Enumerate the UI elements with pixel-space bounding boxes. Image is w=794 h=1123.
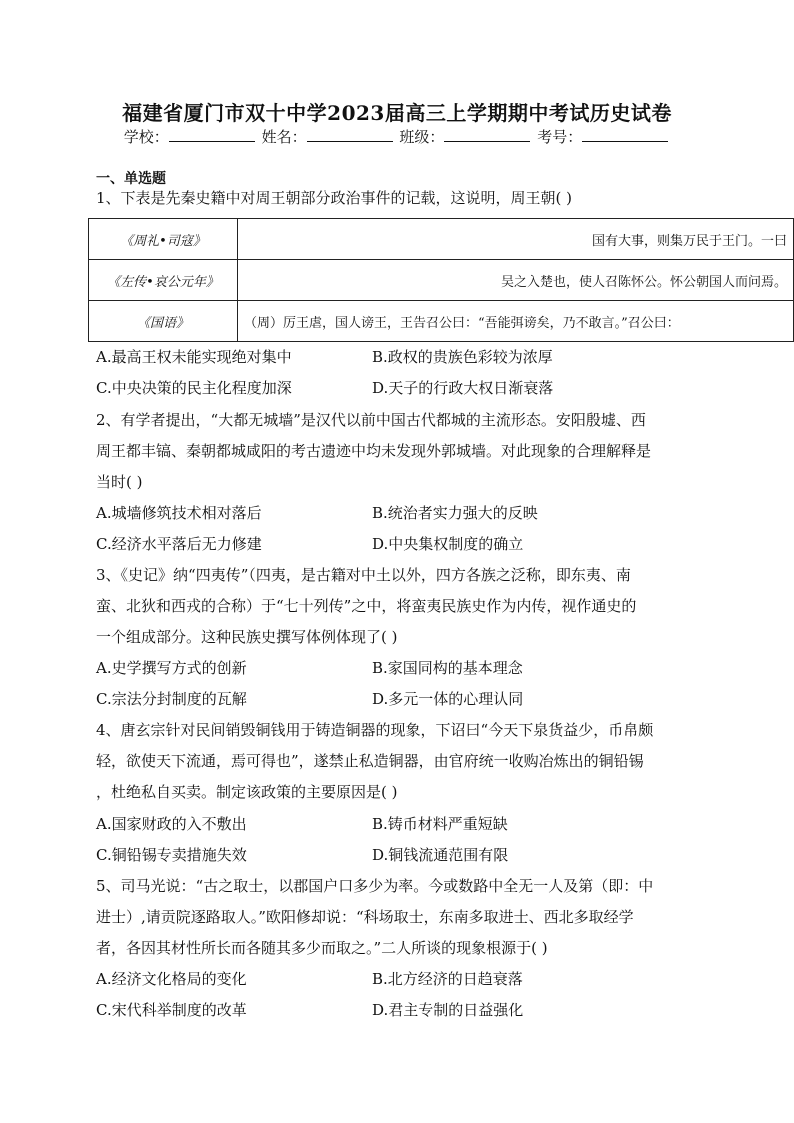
q4-option-d[interactable]: D.铜钱流通范围有限 [372,846,509,864]
class-label: 班级： [399,128,445,146]
id-label: 考号： [537,128,583,146]
q4-line-3: ，杜绝私自买卖。制定该政策的主要原因是( ) [96,783,398,801]
q3-line-1: 3、《史记》纳“四夷传”（四夷，是古籍对中土以外，四方各族之泛称，即东夷、南 [96,566,631,584]
q3-option-b[interactable]: B.家国同构的基本理念 [372,659,523,677]
student-info-line [0,126,794,147]
q2-line-3: 当时( ) [96,473,143,491]
q3-option-a[interactable]: A.史学撰写方式的创新 [96,659,247,677]
q4-line-1: 4、唐玄宗针对民间销毁铜钱用于铸造铜器的现象，下诏曰“今天下泉货益少，币帛颇 [96,721,654,739]
exam-title: 福建省厦门市双十中学2023届高三上学期期中考试历史试卷 [122,101,672,125]
q4-option-c[interactable]: C.铜铅锡专卖措施失效 [96,846,247,864]
table-cell-source: 《周礼•司寇》 [89,219,238,260]
q2-line-2: 周王都丰镐、秦朝都城咸阳的考古遗迹中均未发现外郭城墙。对此现象的合理解释是 [96,442,652,460]
q4-option-b[interactable]: B.铸币材料严重短缺 [372,815,508,833]
q2-line-1: 2、有学者提出，“大都无城墙”是汉代以前中国古代都城的主流形态。安阳殷墟、西 [96,411,646,429]
q3-line-2: 蛮、北狄和西戎的合称）于“七十列传”之中，将蛮夷民族史作为内传，视作通史的 [96,597,637,615]
q1-stem: 1、下表是先秦史籍中对周王朝部分政治事件的记载，这说明，周王朝( ) [96,189,573,207]
table-cell-text: 国有大事，则集万民于王门。一曰 [238,219,794,260]
q5-option-b[interactable]: B.北方经济的日趋衰落 [372,970,523,988]
q2-option-a[interactable]: A.城墙修筑技术相对落后 [96,504,262,522]
q5-line-1: 5、司马光说：“古之取士，以郡国户口多少为率。今或数路中全无一人及第（即：中 [96,877,654,895]
section-title: 一、单选题 [96,171,166,187]
table-row [89,260,794,301]
q4-option-a[interactable]: A.国家财政的入不敷出 [96,815,247,833]
class-blank [444,127,530,142]
q5-option-a[interactable]: A.经济文化格局的变化 [96,970,247,988]
table-cell-source: 《左传•哀公元年》 [89,260,238,301]
table-row [89,301,794,342]
q5-line-3: 者，各因其材性所长而各随其多少而取之。”二人所谈的现象根源于( ) [96,939,548,957]
q3-option-c[interactable]: C.宗法分封制度的瓦解 [96,690,247,708]
q1-option-d[interactable]: D.天子的行政大权日渐衰落 [372,379,554,397]
q4-line-2: 轻，欲使天下流通，焉可得也”，遂禁止私造铜器，由官府统一收购冶炼出的铜铅锡 [96,752,644,770]
q1-option-a[interactable]: A.最高王权未能实现绝对集中 [96,348,292,366]
table-cell-source: 《国语》 [89,301,238,342]
q2-option-b[interactable]: B.统治者实力强大的反映 [372,504,538,522]
table-row [89,219,794,260]
q2-option-d[interactable]: D.中央集权制度的确立 [372,535,524,553]
name-label: 姓名： [261,128,307,146]
q5-option-d[interactable]: D.君主专制的日益强化 [372,1001,524,1019]
table-cell-text: 吴之入楚也，使人召陈怀公。怀公朝国人而问焉。 [238,260,794,301]
q1-option-c[interactable]: C.中央决策的民主化程度加深 [96,379,292,397]
q5-line-2: 进士）,请贡院逐路取人。”欧阳修却说：“科场取士，东南多取进士、西北多取经学 [96,908,634,926]
q5-option-c[interactable]: C.宋代科举制度的改革 [96,1001,247,1019]
q3-line-3: 一个组成部分。这种民族史撰写体例体现了( ) [96,628,398,646]
q1-source-table [88,218,794,342]
school-label: 学校： [123,128,169,146]
q3-option-d[interactable]: D.多元一体的心理认同 [372,690,524,708]
id-blank [582,127,668,142]
q2-option-c[interactable]: C.经济水平落后无力修建 [96,535,262,553]
name-blank [307,127,393,142]
school-blank [169,127,255,142]
q1-option-b[interactable]: B.政权的贵族色彩较为浓厚 [372,348,553,366]
table-cell-text: （周）厉王虐，国人谤王，王告召公曰：“吾能弭谤矣，乃不敢言。”召公曰： [238,301,794,342]
